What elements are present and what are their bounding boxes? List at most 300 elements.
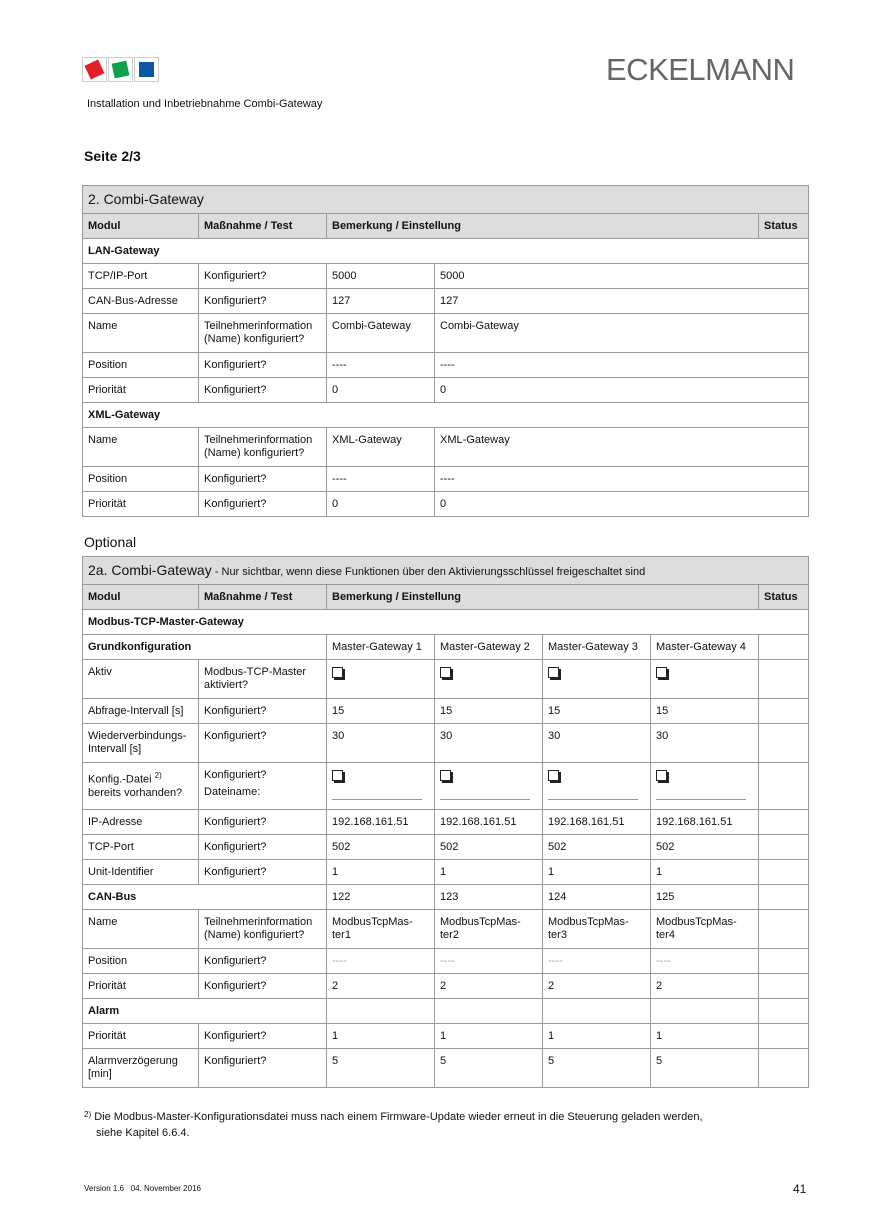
gateway-value-cell [543,1049,651,1088]
cell-text: IP-Adresse [88,816,143,828]
status-cell[interactable] [759,885,809,910]
cell-text: Name [88,434,118,446]
table-row [83,378,809,403]
combi-gateway-optional-table [82,556,809,1088]
module-cell [83,289,199,314]
section-heading: Modbus-TCP-Master-Gateway [83,610,809,635]
value-text: 1 [548,866,555,878]
value-text: 502 [548,841,567,853]
value-text: 1 [440,866,447,878]
combi-gateway-table [82,185,809,517]
value-text: 30 [656,730,669,742]
cell-text: Konfiguriert? [204,980,267,992]
status-cell[interactable] [759,635,809,660]
cell-text: XML-Gateway [332,434,402,446]
cell-text: Konfig.-Datei [88,773,152,786]
cell-text: Konfiguriert? [204,769,267,781]
remark-cell: 0 [435,378,809,403]
status-cell[interactable] [759,660,809,699]
module-cell [83,974,199,999]
value-text: 1 [440,1030,447,1042]
gateway-value-cell [651,885,759,910]
remark-cell: Combi-Gateway [435,314,809,353]
cell-text: Position [88,955,128,967]
column-header: Maßnahme / Test [199,214,327,239]
optional-label: Optional [84,534,137,550]
cell-text: Aktiv [88,666,112,678]
value-text: 192.168.161.51 [548,816,625,828]
gateway-value-cell [651,763,759,810]
value-text: 30 [440,730,453,742]
cell-text: Konfiguriert? [204,498,267,510]
filename-field[interactable] [440,799,530,800]
cell-text: Konfiguriert? [204,730,267,742]
measure-cell [327,289,435,314]
measure-cell [199,289,327,314]
module-cell [83,949,199,974]
cell-text: Konfiguriert? [204,705,267,717]
module-cell [83,1049,199,1088]
measure-cell [199,353,327,378]
checkbox[interactable] [440,667,451,678]
remark-cell: 127 [435,289,809,314]
column-header: Status [759,214,809,239]
cell-text-2: bereits vorhanden? [88,786,183,799]
value-text: ModbusTcpMas-ter4 [656,916,737,941]
gateway-value-cell [327,660,435,699]
cell-text: Unit-Identifier [88,866,154,878]
value-text: 192.168.161.51 [656,816,733,828]
brand-name: ECKELMANN [606,52,795,87]
value-text: Master-Gateway 2 [440,641,530,653]
table-row [83,1024,809,1049]
cell-text: Name [88,916,118,928]
table-row [83,403,809,428]
module-cell [83,860,199,885]
measure-cell [199,810,327,835]
gateway-value-cell [651,860,759,885]
module-cell [83,724,199,763]
gateway-value-cell [327,699,435,724]
value-text: 502 [656,841,675,853]
table-row [83,860,809,885]
cell-text: Abfrage-Intervall [s] [88,705,184,717]
module-cell [83,699,199,724]
gateway-value-cell [651,910,759,949]
table-row [83,353,809,378]
footer-version: Version 1.6 04. November 2016 [84,1184,201,1193]
measure-cell [199,264,327,289]
filename-field[interactable] [548,799,638,800]
value-text: ---- [332,955,347,967]
value-text: 15 [656,705,669,717]
gateway-value-cell [651,1049,759,1088]
section-heading: XML-Gateway [83,403,809,428]
status-cell[interactable] [759,910,809,949]
value-text: 122 [332,891,351,903]
column-header: Modul [83,214,199,239]
table-row [83,660,809,699]
gateway-value-cell [327,885,435,910]
section-heading: LAN-Gateway [83,239,809,264]
status-cell[interactable] [759,699,809,724]
measure-cell [199,660,327,699]
checkbox[interactable] [656,770,667,781]
value-text: 5 [332,1055,339,1067]
footnote [84,1107,703,1141]
value-text: 1 [332,866,339,878]
gateway-value-cell [327,1049,435,1088]
gateway-value-cell [435,1049,543,1088]
gateway-value-cell [327,810,435,835]
gateway-value-cell [435,699,543,724]
gateway-value-cell [435,1024,543,1049]
table-row [83,428,809,467]
value-text: ModbusTcpMas-ter2 [440,916,521,941]
gateway-value-cell [435,974,543,999]
table-row [83,492,809,517]
cell-text: Konfiguriert? [204,384,267,396]
cell-text: Konfiguriert? [204,270,267,282]
module-cell [83,264,199,289]
group-heading: Alarm [83,999,327,1024]
value-text: 502 [332,841,351,853]
module-cell [83,763,199,810]
cell-text: Teilnehmerinformation (Name) konfiguriert? [204,320,313,345]
cell-text: Name [88,320,118,332]
gateway-value-cell [543,763,651,810]
value-text: 192.168.161.51 [440,816,517,828]
gateway-value-cell [651,660,759,699]
value-text: ---- [548,955,563,967]
value-text: 1 [656,1030,663,1042]
red-diamond-icon [85,60,105,80]
cell-text: 0 [332,498,339,510]
gateway-value-cell [543,635,651,660]
gateway-value-cell [651,999,759,1024]
measure-cell [327,467,435,492]
measure-cell [327,264,435,289]
table-title [83,186,809,214]
table-row [83,239,809,264]
table-row [83,835,809,860]
gateway-value-cell [435,763,543,810]
cell-text: Alarmverzögerung [min] [88,1055,178,1080]
table-row [83,699,809,724]
status-cell[interactable] [759,860,809,885]
value-text: ---- [440,955,455,967]
value-text: 5 [548,1055,555,1067]
gateway-value-cell [543,885,651,910]
gateway-value-cell [327,860,435,885]
table-row [83,314,809,353]
cell-text: Position [88,473,128,485]
status-cell[interactable] [759,1049,809,1088]
gateway-value-cell [543,999,651,1024]
table-row [83,949,809,974]
cell-text: Position [88,359,128,371]
footnote-text-2: siehe Kapitel 6.6.4. [96,1127,190,1139]
measure-cell [199,492,327,517]
cell-text: Priorität [88,1030,126,1042]
cell-text: 5000 [332,270,357,282]
measure-cell [327,378,435,403]
gateway-value-cell [543,699,651,724]
measure-cell [199,910,327,949]
cell-text: Priorität [88,498,126,510]
column-header: Bemerkung / Einstellung [327,214,759,239]
measure-cell [199,1024,327,1049]
value-text: ModbusTcpMas-ter1 [332,916,413,941]
value-text: Master-Gateway 3 [548,641,638,653]
checkbox[interactable] [332,667,343,678]
module-cell [83,378,199,403]
gateway-value-cell [651,835,759,860]
cell-text: Konfiguriert? [204,866,267,878]
gateway-value-cell [651,810,759,835]
measure-cell [199,1049,327,1088]
document-subtitle: Installation und Inbetriebnahme Combi-Gateway [87,98,323,110]
checkbox[interactable] [548,770,559,781]
status-cell[interactable] [759,1024,809,1049]
cell-text: Combi-Gateway [332,320,411,332]
gateway-value-cell [651,635,759,660]
footnote-ref: 2) [154,771,162,780]
gateway-value-cell [543,860,651,885]
column-header: Bemerkung / Einstellung [327,585,759,610]
measure-cell [327,492,435,517]
measure-cell [327,314,435,353]
checkbox[interactable] [548,667,559,678]
measure-cell [199,860,327,885]
table-row [83,810,809,835]
measure-cell [199,699,327,724]
value-text: ModbusTcpMas-ter3 [548,916,629,941]
value-text: 5 [656,1055,663,1067]
gateway-value-cell [435,999,543,1024]
value-text: 5 [440,1055,447,1067]
blue-square-icon [139,62,154,77]
cell-text: Konfiguriert? [204,955,267,967]
cell-text: 0 [332,384,339,396]
value-text: 125 [656,891,675,903]
table-row [83,467,809,492]
status-cell[interactable] [759,999,809,1024]
measure-cell [327,353,435,378]
value-text: 1 [656,866,663,878]
module-cell [83,314,199,353]
gateway-value-cell [327,949,435,974]
value-text: 2 [548,980,555,992]
cell-text: Teilnehmerinformation (Name) konfiguriert? [204,434,313,459]
measure-cell [199,467,327,492]
value-text: ---- [656,955,671,967]
module-cell [83,910,199,949]
table-row [83,910,809,949]
value-text: 15 [440,705,453,717]
gateway-value-cell [327,974,435,999]
group-heading: Grundkonfiguration [83,635,327,660]
module-cell [83,492,199,517]
column-header: Maßnahme / Test [199,585,327,610]
measure-cell [199,949,327,974]
company-logo [82,57,160,82]
table-header-row [83,585,809,610]
gateway-value-cell [651,724,759,763]
cell-text: Konfiguriert? [204,1055,267,1067]
value-text: 15 [332,705,345,717]
page-heading: Seite 2/3 [84,148,141,164]
value-text: Master-Gateway 4 [656,641,746,653]
table-row [83,289,809,314]
green-diamond-icon [112,61,130,79]
value-text: 1 [332,1030,339,1042]
value-text: 123 [440,891,459,903]
gateway-value-cell [435,910,543,949]
cell-text: 127 [332,295,351,307]
table-title-note: - Nur sichtbar, wenn diese Funktionen über den Aktivierungsschlüssel freigeschaltet sind [211,566,646,578]
table-row [83,885,809,910]
gateway-value-cell [543,974,651,999]
group-heading: CAN-Bus [83,885,327,910]
cell-text: Konfiguriert? [204,295,267,307]
value-text: 2 [656,980,663,992]
gateway-value-cell [327,835,435,860]
gateway-value-cell [327,999,435,1024]
status-cell[interactable] [759,835,809,860]
cell-text: Konfiguriert? [204,841,267,853]
value-text: 1 [548,1030,555,1042]
value-text: 502 [440,841,459,853]
value-text: 124 [548,891,567,903]
module-cell [83,428,199,467]
cell-text: Wiederverbindungs-Intervall [s] [88,730,187,755]
gateway-value-cell [543,724,651,763]
gateway-value-cell [327,724,435,763]
gateway-value-cell [435,949,543,974]
gateway-value-cell [651,974,759,999]
gateway-value-cell [327,910,435,949]
gateway-value-cell [543,910,651,949]
status-cell[interactable] [759,974,809,999]
filename-field[interactable] [332,799,422,800]
cell-text: Konfiguriert? [204,359,267,371]
table-title-text: 2. Combi-Gateway [88,191,204,207]
value-text: 192.168.161.51 [332,816,409,828]
filename-field[interactable] [656,799,746,800]
value-text: Master-Gateway 1 [332,641,422,653]
module-cell [83,810,199,835]
footnote-marker: 2) [84,1110,92,1119]
measure-cell [199,724,327,763]
remark-cell: XML-Gateway [435,428,809,467]
cell-text: Priorität [88,980,126,992]
module-cell [83,1024,199,1049]
cell-text: Priorität [88,384,126,396]
measure-cell [199,314,327,353]
table-title-text: 2a. Combi-Gateway [88,562,212,578]
table-title [83,557,809,585]
gateway-value-cell [435,724,543,763]
gateway-value-cell [543,949,651,974]
gateway-value-cell [327,1024,435,1049]
footnote-text: Die Modbus-Master-Konfigurationsdatei muss nach einem Firmware-Update wieder erneut in die Steuerung geladen werden, [94,1111,703,1123]
gateway-value-cell [435,885,543,910]
table-row [83,1049,809,1088]
cell-text: ---- [332,473,347,485]
table-title-row [83,186,809,214]
cell-text: Konfiguriert? [204,473,267,485]
table-row [83,635,809,660]
checkbox[interactable] [656,667,667,678]
table-title-row [83,557,809,585]
cell-text-2: Dateiname: [204,786,261,798]
gateway-value-cell [435,810,543,835]
table-row [83,763,809,810]
gateway-value-cell [435,660,543,699]
status-cell[interactable] [759,724,809,763]
value-text: 30 [332,730,345,742]
value-text: 2 [332,980,339,992]
measure-cell [199,763,327,810]
gateway-value-cell [543,835,651,860]
measure-cell [199,378,327,403]
module-cell [83,353,199,378]
table-row [83,999,809,1024]
gateway-value-cell [435,835,543,860]
remark-cell: 0 [435,492,809,517]
table-row [83,974,809,999]
value-text: 2 [440,980,447,992]
status-cell[interactable] [759,949,809,974]
cell-text: TCP-Port [88,841,134,853]
cell-text: Konfiguriert? [204,1030,267,1042]
checkbox[interactable] [440,770,451,781]
column-header: Modul [83,585,199,610]
status-cell[interactable] [759,763,809,810]
gateway-value-cell [327,635,435,660]
gateway-value-cell [651,1024,759,1049]
gateway-value-cell [543,1024,651,1049]
gateway-value-cell [435,635,543,660]
column-header: Status [759,585,809,610]
cell-text: CAN-Bus-Adresse [88,295,178,307]
cell-text: TCP/IP-Port [88,270,148,282]
table-row [83,264,809,289]
measure-cell [199,428,327,467]
gateway-value-cell [327,763,435,810]
module-cell [83,835,199,860]
gateway-value-cell [651,949,759,974]
remark-cell: ---- [435,467,809,492]
checkbox[interactable] [332,770,343,781]
remark-cell: 5000 [435,264,809,289]
table-row [83,610,809,635]
table-row [83,724,809,763]
gateway-value-cell [651,699,759,724]
gateway-value-cell [543,660,651,699]
status-cell[interactable] [759,810,809,835]
gateway-value-cell [435,860,543,885]
module-cell [83,467,199,492]
measure-cell [199,974,327,999]
module-cell [83,660,199,699]
measure-cell [199,835,327,860]
page-number: 41 [793,1182,807,1196]
cell-text: Teilnehmerinformation (Name) konfiguriert? [204,916,313,941]
table-header-row [83,214,809,239]
gateway-value-cell [543,810,651,835]
